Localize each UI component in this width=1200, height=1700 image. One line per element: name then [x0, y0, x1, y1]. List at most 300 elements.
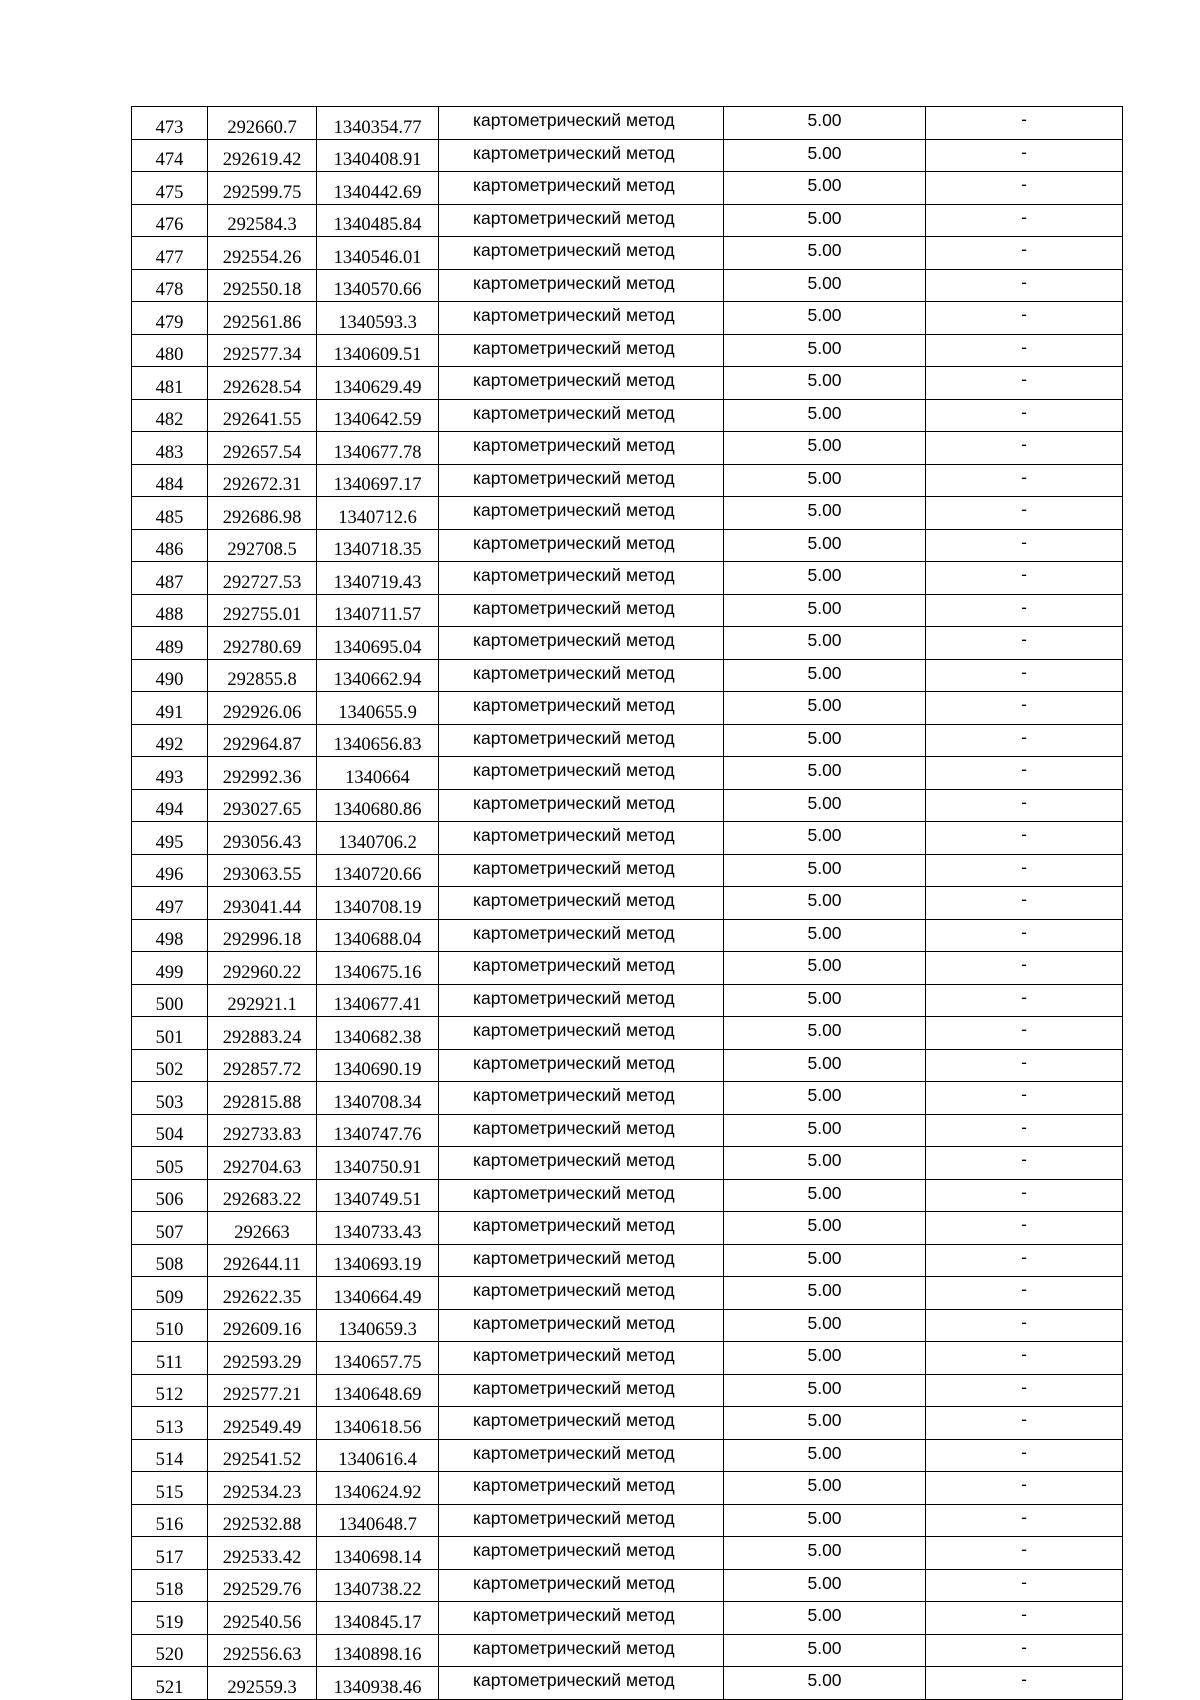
- accuracy-cell: 5.00: [724, 1602, 926, 1635]
- point-number-cell: 504: [132, 1114, 208, 1147]
- y-coordinate-cell: 1340677.78: [317, 432, 439, 465]
- point-number-cell: 479: [132, 302, 208, 335]
- note-cell: -: [926, 1082, 1123, 1115]
- table-row: [132, 172, 1123, 205]
- y-coordinate-cell: 1340938.46: [317, 1667, 439, 1700]
- point-number-cell: 515: [132, 1472, 208, 1505]
- accuracy-cell: 5.00: [724, 919, 926, 952]
- table-row: [132, 139, 1123, 172]
- note-cell: -: [926, 627, 1123, 660]
- point-number-cell: 483: [132, 432, 208, 465]
- x-coordinate-cell: 292992.36: [208, 757, 317, 790]
- table-row: [132, 789, 1123, 822]
- x-coordinate-cell: 292960.22: [208, 952, 317, 985]
- note-cell: -: [926, 497, 1123, 530]
- x-coordinate-cell: 292683.22: [208, 1179, 317, 1212]
- method-cell: картометрический метод: [439, 1179, 724, 1212]
- x-coordinate-cell: 292554.26: [208, 237, 317, 270]
- x-coordinate-cell: 292857.72: [208, 1049, 317, 1082]
- table-row: [132, 1342, 1123, 1375]
- y-coordinate-cell: 1340659.3: [317, 1309, 439, 1342]
- point-number-cell: 521: [132, 1667, 208, 1700]
- y-coordinate-cell: 1340750.91: [317, 1147, 439, 1180]
- table-row: [132, 1569, 1123, 1602]
- table-row: [132, 399, 1123, 432]
- x-coordinate-cell: 292727.53: [208, 562, 317, 595]
- table-row: [132, 692, 1123, 725]
- accuracy-cell: 5.00: [724, 107, 926, 140]
- accuracy-cell: 5.00: [724, 887, 926, 920]
- note-cell: -: [926, 334, 1123, 367]
- accuracy-cell: 5.00: [724, 1342, 926, 1375]
- x-coordinate-cell: 292534.23: [208, 1472, 317, 1505]
- note-cell: -: [926, 432, 1123, 465]
- table-row: [132, 952, 1123, 985]
- y-coordinate-cell: 1340648.69: [317, 1374, 439, 1407]
- note-cell: -: [926, 107, 1123, 140]
- note-cell: -: [926, 1179, 1123, 1212]
- point-number-cell: 493: [132, 757, 208, 790]
- accuracy-cell: 5.00: [724, 1374, 926, 1407]
- table-row: [132, 1049, 1123, 1082]
- note-cell: -: [926, 1504, 1123, 1537]
- method-cell: картометрический метод: [439, 204, 724, 237]
- note-cell: -: [926, 529, 1123, 562]
- point-number-cell: 482: [132, 399, 208, 432]
- y-coordinate-cell: 1340546.01: [317, 237, 439, 270]
- x-coordinate-cell: 292672.31: [208, 464, 317, 497]
- x-coordinate-cell: 292660.7: [208, 107, 317, 140]
- x-coordinate-cell: 292593.29: [208, 1342, 317, 1375]
- note-cell: -: [926, 172, 1123, 205]
- x-coordinate-cell: 292529.76: [208, 1569, 317, 1602]
- y-coordinate-cell: 1340682.38: [317, 1017, 439, 1050]
- x-coordinate-cell: 292577.34: [208, 334, 317, 367]
- point-number-cell: 510: [132, 1309, 208, 1342]
- y-coordinate-cell: 1340898.16: [317, 1634, 439, 1667]
- accuracy-cell: 5.00: [724, 204, 926, 237]
- coordinates-table: [131, 106, 1123, 1700]
- method-cell: картометрический метод: [439, 692, 724, 725]
- accuracy-cell: 5.00: [724, 1179, 926, 1212]
- table-row: [132, 724, 1123, 757]
- y-coordinate-cell: 1340662.94: [317, 659, 439, 692]
- table-row: [132, 1504, 1123, 1537]
- point-number-cell: 511: [132, 1342, 208, 1375]
- accuracy-cell: 5.00: [724, 432, 926, 465]
- table-row: [132, 1017, 1123, 1050]
- point-number-cell: 495: [132, 822, 208, 855]
- y-coordinate-cell: 1340408.91: [317, 139, 439, 172]
- x-coordinate-cell: 292708.5: [208, 529, 317, 562]
- table-row: [132, 919, 1123, 952]
- table-row: [132, 822, 1123, 855]
- point-number-cell: 474: [132, 139, 208, 172]
- y-coordinate-cell: 1340664: [317, 757, 439, 790]
- table-row: [132, 529, 1123, 562]
- y-coordinate-cell: 1340609.51: [317, 334, 439, 367]
- table-row: [132, 1407, 1123, 1440]
- point-number-cell: 491: [132, 692, 208, 725]
- x-coordinate-cell: 292733.83: [208, 1114, 317, 1147]
- method-cell: картометрический метод: [439, 172, 724, 205]
- note-cell: -: [926, 1537, 1123, 1570]
- method-cell: картометрический метод: [439, 1082, 724, 1115]
- note-cell: -: [926, 1439, 1123, 1472]
- note-cell: -: [926, 1374, 1123, 1407]
- x-coordinate-cell: 292926.06: [208, 692, 317, 725]
- point-number-cell: 488: [132, 594, 208, 627]
- x-coordinate-cell: 292755.01: [208, 594, 317, 627]
- point-number-cell: 516: [132, 1504, 208, 1537]
- accuracy-cell: 5.00: [724, 1277, 926, 1310]
- table-row: [132, 659, 1123, 692]
- y-coordinate-cell: 1340733.43: [317, 1212, 439, 1245]
- note-cell: -: [926, 1114, 1123, 1147]
- x-coordinate-cell: 292704.63: [208, 1147, 317, 1180]
- accuracy-cell: 5.00: [724, 1667, 926, 1700]
- y-coordinate-cell: 1340593.3: [317, 302, 439, 335]
- y-coordinate-cell: 1340570.66: [317, 269, 439, 302]
- method-cell: картометрический метод: [439, 724, 724, 757]
- note-cell: -: [926, 139, 1123, 172]
- y-coordinate-cell: 1340719.43: [317, 562, 439, 595]
- y-coordinate-cell: 1340693.19: [317, 1244, 439, 1277]
- accuracy-cell: 5.00: [724, 1309, 926, 1342]
- y-coordinate-cell: 1340711.57: [317, 594, 439, 627]
- note-cell: -: [926, 919, 1123, 952]
- x-coordinate-cell: 292663: [208, 1212, 317, 1245]
- y-coordinate-cell: 1340629.49: [317, 367, 439, 400]
- x-coordinate-cell: 292584.3: [208, 204, 317, 237]
- y-coordinate-cell: 1340749.51: [317, 1179, 439, 1212]
- note-cell: -: [926, 1277, 1123, 1310]
- point-number-cell: 485: [132, 497, 208, 530]
- point-number-cell: 509: [132, 1277, 208, 1310]
- x-coordinate-cell: 292883.24: [208, 1017, 317, 1050]
- note-cell: -: [926, 887, 1123, 920]
- accuracy-cell: 5.00: [724, 302, 926, 335]
- point-number-cell: 506: [132, 1179, 208, 1212]
- point-number-cell: 473: [132, 107, 208, 140]
- y-coordinate-cell: 1340720.66: [317, 854, 439, 887]
- accuracy-cell: 5.00: [724, 497, 926, 530]
- point-number-cell: 497: [132, 887, 208, 920]
- point-number-cell: 507: [132, 1212, 208, 1245]
- method-cell: картометрический метод: [439, 1569, 724, 1602]
- x-coordinate-cell: 292622.35: [208, 1277, 317, 1310]
- y-coordinate-cell: 1340706.2: [317, 822, 439, 855]
- point-number-cell: 481: [132, 367, 208, 400]
- table-row: [132, 464, 1123, 497]
- point-number-cell: 496: [132, 854, 208, 887]
- y-coordinate-cell: 1340675.16: [317, 952, 439, 985]
- method-cell: картометрический метод: [439, 627, 724, 660]
- x-coordinate-cell: 292556.63: [208, 1634, 317, 1667]
- accuracy-cell: 5.00: [724, 529, 926, 562]
- accuracy-cell: 5.00: [724, 1537, 926, 1570]
- note-cell: -: [926, 367, 1123, 400]
- x-coordinate-cell: 292577.21: [208, 1374, 317, 1407]
- table-row: [132, 1147, 1123, 1180]
- method-cell: картометрический метод: [439, 952, 724, 985]
- note-cell: -: [926, 659, 1123, 692]
- note-cell: -: [926, 1147, 1123, 1180]
- accuracy-cell: 5.00: [724, 1212, 926, 1245]
- accuracy-cell: 5.00: [724, 1439, 926, 1472]
- accuracy-cell: 5.00: [724, 984, 926, 1017]
- note-cell: -: [926, 692, 1123, 725]
- accuracy-cell: 5.00: [724, 1634, 926, 1667]
- y-coordinate-cell: 1340657.75: [317, 1342, 439, 1375]
- note-cell: -: [926, 854, 1123, 887]
- y-coordinate-cell: 1340698.14: [317, 1537, 439, 1570]
- table-row: [132, 302, 1123, 335]
- y-coordinate-cell: 1340708.19: [317, 887, 439, 920]
- point-number-cell: 513: [132, 1407, 208, 1440]
- point-number-cell: 512: [132, 1374, 208, 1407]
- point-number-cell: 490: [132, 659, 208, 692]
- note-cell: -: [926, 1049, 1123, 1082]
- note-cell: -: [926, 757, 1123, 790]
- y-coordinate-cell: 1340738.22: [317, 1569, 439, 1602]
- method-cell: картометрический метод: [439, 854, 724, 887]
- accuracy-cell: 5.00: [724, 692, 926, 725]
- method-cell: картометрический метод: [439, 1049, 724, 1082]
- note-cell: -: [926, 789, 1123, 822]
- x-coordinate-cell: 292964.87: [208, 724, 317, 757]
- method-cell: картометрический метод: [439, 237, 724, 270]
- y-coordinate-cell: 1340688.04: [317, 919, 439, 952]
- accuracy-cell: 5.00: [724, 269, 926, 302]
- table-row: [132, 334, 1123, 367]
- x-coordinate-cell: 292561.86: [208, 302, 317, 335]
- method-cell: картометрический метод: [439, 1244, 724, 1277]
- point-number-cell: 476: [132, 204, 208, 237]
- method-cell: картометрический метод: [439, 594, 724, 627]
- point-number-cell: 498: [132, 919, 208, 952]
- y-coordinate-cell: 1340624.92: [317, 1472, 439, 1505]
- point-number-cell: 487: [132, 562, 208, 595]
- method-cell: картометрический метод: [439, 1634, 724, 1667]
- note-cell: -: [926, 269, 1123, 302]
- y-coordinate-cell: 1340642.59: [317, 399, 439, 432]
- table-row: [132, 984, 1123, 1017]
- x-coordinate-cell: 292686.98: [208, 497, 317, 530]
- y-coordinate-cell: 1340845.17: [317, 1602, 439, 1635]
- accuracy-cell: 5.00: [724, 594, 926, 627]
- y-coordinate-cell: 1340697.17: [317, 464, 439, 497]
- point-number-cell: 489: [132, 627, 208, 660]
- accuracy-cell: 5.00: [724, 1082, 926, 1115]
- table-row: [132, 497, 1123, 530]
- table-row: [132, 1634, 1123, 1667]
- table-row: [132, 757, 1123, 790]
- table-row: [132, 887, 1123, 920]
- method-cell: картометрический метод: [439, 789, 724, 822]
- point-number-cell: 502: [132, 1049, 208, 1082]
- note-cell: -: [926, 1569, 1123, 1602]
- table-row: [132, 1537, 1123, 1570]
- method-cell: картометрический метод: [439, 1309, 724, 1342]
- note-cell: -: [926, 594, 1123, 627]
- point-number-cell: 475: [132, 172, 208, 205]
- x-coordinate-cell: 292641.55: [208, 399, 317, 432]
- method-cell: картометрический метод: [439, 367, 724, 400]
- note-cell: -: [926, 952, 1123, 985]
- point-number-cell: 505: [132, 1147, 208, 1180]
- accuracy-cell: 5.00: [724, 659, 926, 692]
- x-coordinate-cell: 292628.54: [208, 367, 317, 400]
- x-coordinate-cell: 293063.55: [208, 854, 317, 887]
- table-row: [132, 1602, 1123, 1635]
- method-cell: картометрический метод: [439, 1504, 724, 1537]
- point-number-cell: 514: [132, 1439, 208, 1472]
- accuracy-cell: 5.00: [724, 789, 926, 822]
- table-row: [132, 854, 1123, 887]
- accuracy-cell: 5.00: [724, 627, 926, 660]
- x-coordinate-cell: 292559.3: [208, 1667, 317, 1700]
- note-cell: -: [926, 1667, 1123, 1700]
- accuracy-cell: 5.00: [724, 562, 926, 595]
- y-coordinate-cell: 1340648.7: [317, 1504, 439, 1537]
- y-coordinate-cell: 1340442.69: [317, 172, 439, 205]
- point-number-cell: 508: [132, 1244, 208, 1277]
- point-number-cell: 494: [132, 789, 208, 822]
- method-cell: картометрический метод: [439, 464, 724, 497]
- y-coordinate-cell: 1340677.41: [317, 984, 439, 1017]
- x-coordinate-cell: 292657.54: [208, 432, 317, 465]
- accuracy-cell: 5.00: [724, 854, 926, 887]
- table-row: [132, 1277, 1123, 1310]
- y-coordinate-cell: 1340712.6: [317, 497, 439, 530]
- table-row: [132, 1309, 1123, 1342]
- x-coordinate-cell: 292815.88: [208, 1082, 317, 1115]
- table-row: [132, 269, 1123, 302]
- note-cell: -: [926, 1017, 1123, 1050]
- note-cell: -: [926, 1472, 1123, 1505]
- table-row: [132, 1212, 1123, 1245]
- method-cell: картометрический метод: [439, 757, 724, 790]
- table-row: [132, 1244, 1123, 1277]
- point-number-cell: 477: [132, 237, 208, 270]
- y-coordinate-cell: 1340664.49: [317, 1277, 439, 1310]
- x-coordinate-cell: 292550.18: [208, 269, 317, 302]
- method-cell: картометрический метод: [439, 334, 724, 367]
- point-number-cell: 518: [132, 1569, 208, 1602]
- note-cell: -: [926, 984, 1123, 1017]
- x-coordinate-cell: 292619.42: [208, 139, 317, 172]
- method-cell: картометрический метод: [439, 1017, 724, 1050]
- accuracy-cell: 5.00: [724, 822, 926, 855]
- x-coordinate-cell: 292921.1: [208, 984, 317, 1017]
- note-cell: -: [926, 724, 1123, 757]
- note-cell: -: [926, 1407, 1123, 1440]
- note-cell: -: [926, 1212, 1123, 1245]
- accuracy-cell: 5.00: [724, 1049, 926, 1082]
- y-coordinate-cell: 1340655.9: [317, 692, 439, 725]
- x-coordinate-cell: 293056.43: [208, 822, 317, 855]
- accuracy-cell: 5.00: [724, 1244, 926, 1277]
- y-coordinate-cell: 1340485.84: [317, 204, 439, 237]
- table-row: [132, 1472, 1123, 1505]
- note-cell: -: [926, 1342, 1123, 1375]
- y-coordinate-cell: 1340747.76: [317, 1114, 439, 1147]
- accuracy-cell: 5.00: [724, 952, 926, 985]
- point-number-cell: 520: [132, 1634, 208, 1667]
- method-cell: картометрический метод: [439, 529, 724, 562]
- accuracy-cell: 5.00: [724, 757, 926, 790]
- x-coordinate-cell: 292599.75: [208, 172, 317, 205]
- table-row: [132, 367, 1123, 400]
- method-cell: картометрический метод: [439, 1114, 724, 1147]
- method-cell: картометрический метод: [439, 139, 724, 172]
- note-cell: -: [926, 1244, 1123, 1277]
- accuracy-cell: 5.00: [724, 1017, 926, 1050]
- table-row: [132, 1374, 1123, 1407]
- x-coordinate-cell: 292855.8: [208, 659, 317, 692]
- accuracy-cell: 5.00: [724, 1114, 926, 1147]
- accuracy-cell: 5.00: [724, 237, 926, 270]
- note-cell: -: [926, 464, 1123, 497]
- method-cell: картометрический метод: [439, 1277, 724, 1310]
- x-coordinate-cell: 292549.49: [208, 1407, 317, 1440]
- y-coordinate-cell: 1340708.34: [317, 1082, 439, 1115]
- point-number-cell: 503: [132, 1082, 208, 1115]
- note-cell: -: [926, 302, 1123, 335]
- method-cell: картометрический метод: [439, 1667, 724, 1700]
- point-number-cell: 501: [132, 1017, 208, 1050]
- method-cell: картометрический метод: [439, 1439, 724, 1472]
- accuracy-cell: 5.00: [724, 367, 926, 400]
- table-row: [132, 562, 1123, 595]
- method-cell: картометрический метод: [439, 497, 724, 530]
- x-coordinate-cell: 292532.88: [208, 1504, 317, 1537]
- method-cell: картометрический метод: [439, 269, 724, 302]
- table-row: [132, 107, 1123, 140]
- y-coordinate-cell: 1340680.86: [317, 789, 439, 822]
- table-row: [132, 1114, 1123, 1147]
- accuracy-cell: 5.00: [724, 1472, 926, 1505]
- table-row: [132, 237, 1123, 270]
- coordinates-table-body: [132, 107, 1123, 1700]
- method-cell: картометрический метод: [439, 659, 724, 692]
- accuracy-cell: 5.00: [724, 464, 926, 497]
- method-cell: картометрический метод: [439, 1472, 724, 1505]
- method-cell: картометрический метод: [439, 1147, 724, 1180]
- note-cell: -: [926, 822, 1123, 855]
- x-coordinate-cell: 292996.18: [208, 919, 317, 952]
- y-coordinate-cell: 1340718.35: [317, 529, 439, 562]
- method-cell: картометрический метод: [439, 984, 724, 1017]
- method-cell: картометрический метод: [439, 302, 724, 335]
- method-cell: картометрический метод: [439, 919, 724, 952]
- method-cell: картометрический метод: [439, 432, 724, 465]
- table-row: [132, 1667, 1123, 1700]
- method-cell: картометрический метод: [439, 1537, 724, 1570]
- x-coordinate-cell: 292541.52: [208, 1439, 317, 1472]
- point-number-cell: 484: [132, 464, 208, 497]
- method-cell: картометрический метод: [439, 887, 724, 920]
- y-coordinate-cell: 1340616.4: [317, 1439, 439, 1472]
- point-number-cell: 519: [132, 1602, 208, 1635]
- y-coordinate-cell: 1340656.83: [317, 724, 439, 757]
- note-cell: -: [926, 1634, 1123, 1667]
- accuracy-cell: 5.00: [724, 334, 926, 367]
- y-coordinate-cell: 1340690.19: [317, 1049, 439, 1082]
- note-cell: -: [926, 562, 1123, 595]
- accuracy-cell: 5.00: [724, 724, 926, 757]
